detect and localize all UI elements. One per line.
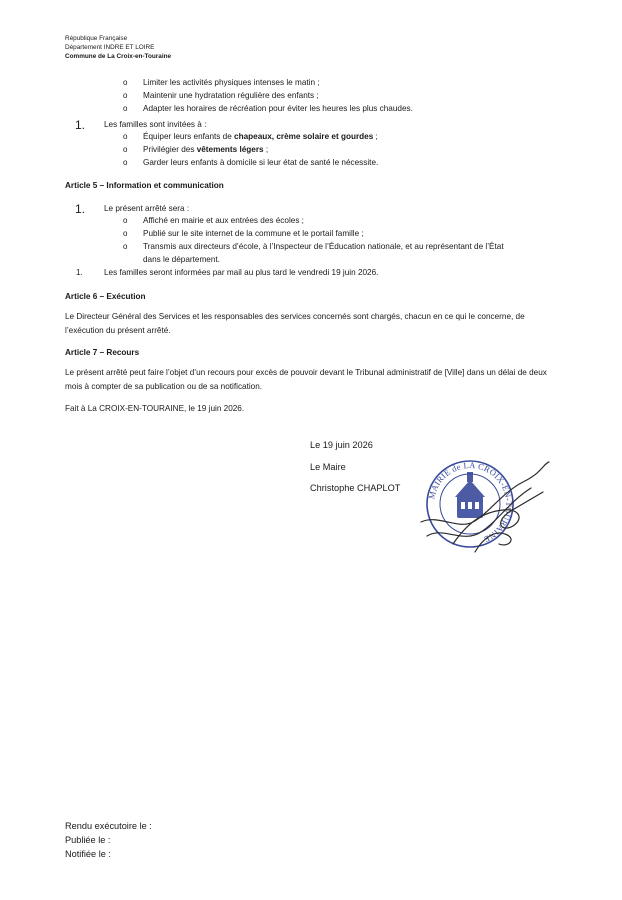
bullet-icon: o [123,104,128,113]
list-number: 1. [75,118,86,132]
list-item: Maintenir une hydratation régulière des enfants ; [143,91,319,100]
bullet-icon: o [123,91,128,100]
list-item-continuation: dans le département. [143,255,220,264]
bullet-icon: o [123,216,128,225]
footer-notifiee: Notifiée le : [65,849,111,859]
fait-a: Fait à La CROIX-EN-TOURAINE, le 19 juin 2026. [65,404,245,413]
bullet-icon: o [123,132,128,141]
families-label: Les familles sont invitées à : [104,120,207,129]
article5-item2: Les familles seront informées par mail au plus tard le vendredi 19 juin 2026. [104,268,379,277]
mairie-stamp-icon [413,452,553,562]
header-commune: Commune de La Croix-en-Touraine [65,52,172,60]
header-republique: République Française [65,35,128,42]
article5-label: Le présent arrêté sera : [104,204,190,213]
list-item: Privilégier des vêtements légers ; [143,145,269,154]
list-item: Adapter les horaires de récréation pour éviter les heures les plus chaudes. [143,104,413,113]
svg-text:MAIRIE de LA CROIX-EN-TOURAINE: MAIRIE de LA CROIX-EN-TOURAINE [426,459,515,545]
list-item: Affiché en mairie et aux entrées des écoles ; [143,216,304,225]
bullet-icon: o [123,158,128,167]
article6-text: Le Directeur Général des Services et les responsables des services concernés sont chargés, chacun en ce qui le concerne, de l’exécution du présent arrêté. [65,312,525,335]
footer-executoire: Rendu exécutoire le : [65,821,152,831]
footer-publiee: Publiée le : [65,835,111,845]
list-item: Garder leurs enfants à domicile si leur état de santé le nécessite. [143,158,379,167]
header-departement: Département INDRE ET LOIRE [65,43,155,51]
list-item: Équiper leurs enfants de chapeaux, crème solaire et gourdes ; [143,132,378,141]
signature-date: Le 19 juin 2026 [310,440,373,450]
article5-heading: Article 5 – Information et communication [65,181,224,190]
bullet-icon: o [123,242,128,251]
list-number: 1. [76,268,83,277]
article6-heading: Article 6 – Exécution [65,292,146,301]
list-number: 1. [75,202,86,216]
signature-name: Christophe CHAPLOT [310,483,401,493]
list-item: Publié sur le site internet de la commune et le portail famille ; [143,229,364,238]
bullet-icon: o [123,145,128,154]
article7-text: Le présent arrêté peut faire l’objet d’un recours pour excès de pouvoir devant le Tribunal administratif de [Ville] dans un délai de deux mois à compter de sa publication ou de sa notification. [65,368,547,391]
article7-heading: Article 7 – Recours [65,348,140,357]
document-header [65,35,171,61]
list-item: Limiter les activités physiques intenses le matin ; [143,78,320,87]
bullet-icon: o [123,229,128,238]
signature-role: Le Maire [310,462,346,472]
list-item: Transmis aux directeurs d’école, à l’Inspecteur de l’Éducation nationale, et au représentant de l’État [143,242,504,251]
bullet-icon: o [123,78,128,87]
